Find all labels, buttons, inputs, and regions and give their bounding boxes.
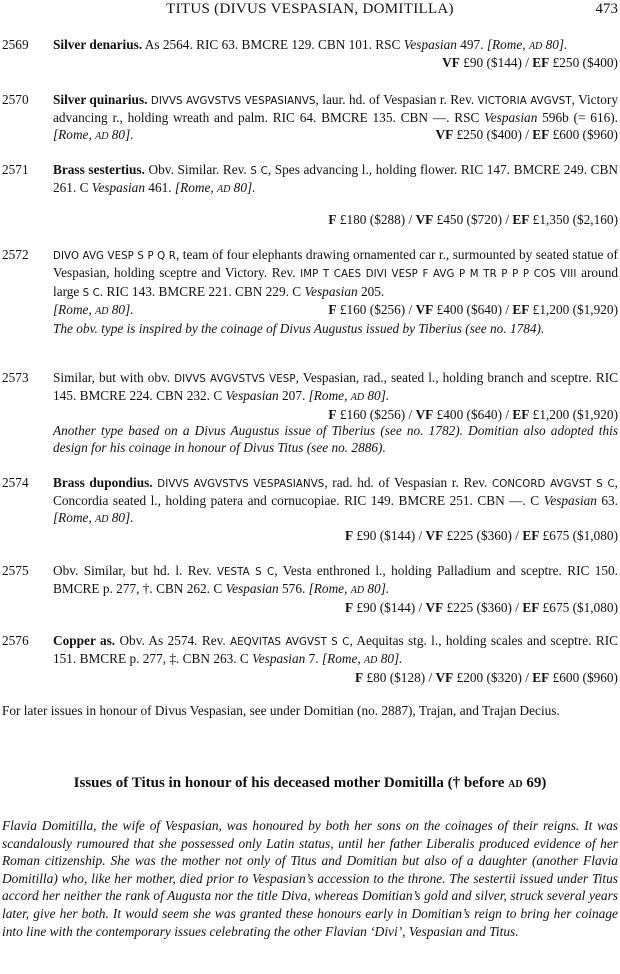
grade-vf: VF (415, 406, 434, 422)
grade-f: F (355, 669, 364, 685)
obverse-legend: DIVO AVG VESP S P Q R (53, 251, 176, 262)
price-vf: £225 ($360) / (443, 528, 523, 544)
entry-text: , team of four elephants drawing ornamented car r., surmounted by seated statue of Vespasian, holding sceptre and Victory. Rev. (53, 247, 618, 281)
price-line (53, 600, 618, 616)
price-f: £80 ($128) / (363, 669, 436, 685)
section-heading-start: Issues of Titus in honour of his deceased mother Domitilla († before (73, 775, 509, 791)
grade-f: F (328, 406, 337, 422)
catalogue-entry-2574 (0, 475, 618, 545)
entry-body (53, 370, 618, 456)
price-ef: £250 ($400) (549, 55, 618, 71)
era-abbrev: AD (364, 655, 378, 667)
section-introduction: Flavia Domitilla, the wife of Vespasian, was honoured by both her sons on the coinages of their reigns. It was scandalously rumoured that she possessed only Latin status, until her father Liberalis produced evidence of her Roman citizenship. She was the mother not only of Titus and Domitian but also of a daughter (another Flavia Domitilla) who, like her mother, died prior to Vespasian’s accession to the throne. The sestertii issued under Titus accord her neither the rank of Augusta nor the title Diva, whereas Domitian’s gold and silver, struck several years later, give her both. It would seem she was granted these honours early in Domitian’s reign to bring her coinage into line with the contemporary issues celebrating the other Flavian ‘Divi’, Vespasian and Titus. (2, 818, 618, 939)
catalogue-entry-2571 (0, 162, 618, 228)
entry-text: around large (53, 265, 618, 299)
era-abbrev: AD (95, 513, 109, 525)
mint-date: [Rome, (308, 388, 351, 404)
mint-date: [Rome, (486, 37, 529, 52)
entry-note: Another type based on a Divus Augustus issue of Tiberius (see no. 1782). Domitian also adopted this design for his coinage in honour of Divus Titus (see no. 2886). (53, 423, 618, 455)
grade-vf: VF (425, 599, 444, 615)
catalogue-entry-2576 (0, 633, 618, 686)
reference-number: 207. (278, 388, 309, 404)
reverse-legend: S C (250, 166, 268, 177)
entry-text: As 2564. RIC 63. BMCRE 129. CBN 101. RSC (144, 37, 404, 52)
entry-body (53, 563, 618, 616)
reverse-legend: CONCORD AVGVST S C (491, 479, 615, 490)
mint-date: [Rome, (53, 126, 96, 142)
entry-body (53, 162, 618, 228)
grade-vf: VF (415, 211, 434, 227)
price-line (53, 212, 618, 228)
reverse-legend: AEQVITAS AVGVST S C (230, 637, 350, 648)
section-heading-end: 69) (522, 775, 547, 791)
price-ef: £675 ($1,080) (539, 599, 618, 615)
price-vf: £250 ($400) / (453, 126, 533, 142)
page-number: 473 (595, 1, 618, 17)
entry-text: , Vespasian, rad., seated l., holding branch and sceptre. RIC 145. BMCRE 224. CBN 232. C (53, 370, 619, 404)
entry-number: 2574 (2, 475, 29, 490)
price-vf: £90 ($144) / (459, 55, 533, 71)
mint-date-end: 80]. (108, 302, 134, 318)
price-line (436, 127, 618, 143)
reference-work: Vespasian (543, 493, 597, 509)
era-abbrev: AD (95, 130, 109, 142)
obverse-legend: DIVVS AVGVSTVS VESPASIANVS (157, 479, 325, 490)
field-legend: S C (82, 287, 100, 299)
reference-number: 461. (144, 180, 175, 196)
price-f: £180 ($288) / (336, 211, 416, 227)
catalogue-entry-2570 (0, 92, 618, 145)
mint-date-end: 80]. (230, 180, 256, 196)
later-issues-note: For later issues in honour of Divus Vespasian, see under Domitian (no. 2887), Trajan, and Trajan Decius. (2, 703, 560, 718)
reference-number: 7. (305, 651, 322, 667)
reference-number: 205. (357, 283, 385, 299)
grade-ef: EF (522, 599, 540, 615)
entry-body (53, 37, 618, 72)
entry-text: , laur. hd. of Vespasian r. Rev. (315, 92, 478, 107)
entry-text: , Aequitas stg. l., holding scales and sceptre. RIC 151. BMCRE p. 277, ‡. CBN 263. C (53, 633, 618, 667)
reverse-legend: VICTORIA AVGVST (477, 96, 572, 107)
mint-date-end: 80]. (364, 388, 390, 404)
reference-number: 63. (596, 493, 618, 509)
price-ef: £600 ($960) (549, 126, 618, 142)
grade-ef: EF (512, 302, 530, 318)
price-line (53, 55, 618, 71)
reference-number: 576. (278, 581, 309, 597)
grade-vf: VF (435, 669, 454, 685)
mint-date-end: 80]. (108, 126, 134, 142)
grade-f: F (328, 302, 337, 318)
entry-note: The obv. type is inspired by the coinage of Divus Augustus issued by Tiberius (see no. 1784). (53, 320, 545, 336)
reference-work: Vespasian (225, 388, 279, 404)
price-ef: £600 ($960) (549, 669, 618, 685)
reference-work: Vespasian (225, 581, 279, 597)
grade-ef: EF (532, 126, 550, 142)
grade-vf: VF (415, 302, 434, 318)
price-vf: £200 ($320) / (453, 669, 533, 685)
coin-type-label: Copper as. (53, 633, 116, 648)
reference-number: 497. (456, 37, 487, 52)
mint-date-end: 80]. (108, 509, 134, 525)
price-f: £90 ($144) / (353, 599, 426, 615)
mint-date-end: 80]. (542, 37, 568, 52)
obverse-legend: DIVVS AVGVSTVS VESP (174, 374, 296, 385)
entry-body (53, 633, 618, 686)
entry-number: 2575 (2, 563, 29, 578)
price-vf: £400 ($640) / (433, 406, 513, 422)
grade-ef: EF (522, 528, 540, 544)
price-vf: £400 ($640) / (433, 302, 513, 318)
mint-date: [Rome, (53, 509, 96, 525)
entry-number: 2569 (2, 37, 29, 52)
mint-date-end: 80]. (377, 651, 403, 667)
entry-text: . RIC 143. BMCRE 221. CBN 229. C (99, 283, 305, 299)
grade-vf: VF (442, 55, 460, 71)
header-title: TITUS (DIVUS VESPASIAN, DOMITILLA) (166, 1, 454, 17)
entry-text: Obv. Similar. Rev. (144, 162, 251, 177)
reference-number: 596b (= 616). (537, 110, 618, 126)
price-line (53, 670, 618, 686)
entry-text: , Vesta enthroned l., holding Palladium and sceptre. RIC 150. BMCRE p. 277, †. CBN 262. C (53, 563, 618, 597)
price-vf: £450 ($720) / (433, 211, 513, 227)
reference-work: Vespasian (484, 110, 538, 126)
entry-number: 2571 (2, 162, 29, 177)
price-ef: £675 ($1,080) (539, 528, 618, 544)
entry-number: 2572 (2, 247, 29, 262)
coin-type-label: Silver denarius. (53, 37, 143, 52)
entry-text: , Spes advancing l., holding flower. RIC 147. BMCRE 249. CBN 261. C (53, 162, 619, 196)
catalogue-entry-2573 (0, 370, 618, 456)
grade-f: F (328, 211, 337, 227)
reference-work: Vespasian (252, 651, 306, 667)
entry-body (53, 92, 618, 145)
entry-body (53, 475, 618, 545)
coin-type-label: Silver quinarius. (53, 92, 148, 107)
mint-date: [Rome, (308, 581, 351, 597)
grade-ef: EF (532, 669, 550, 685)
entry-body (53, 247, 618, 337)
price-f: £160 ($256) / (336, 406, 416, 422)
catalogue-entry-2569 (0, 37, 618, 72)
reference-work: Vespasian (304, 283, 358, 299)
era-abbrev: AD (217, 184, 231, 196)
running-header (0, 0, 620, 20)
entry-text: Obv. As 2574. Rev. (115, 633, 231, 648)
entry-number: 2573 (2, 370, 29, 385)
price-ef: £1,200 ($1,920) (529, 302, 618, 318)
grade-ef: EF (532, 55, 550, 71)
entry-number: 2576 (2, 633, 29, 648)
reverse-legend: VESTA S C (216, 567, 275, 578)
price-ef: £1,350 ($2,160) (529, 211, 618, 227)
mint-date: [Rome, (174, 180, 218, 196)
entry-text: , Concordia seated l., holding patera and cornucopiae. RIC 149. BMCRE 251. CBN —. C (53, 475, 618, 509)
price-f: £160 ($256) / (336, 302, 416, 318)
catalogue-entry-2572 (0, 247, 618, 337)
reference-work: Vespasian (91, 180, 145, 196)
section-heading-era: AD (508, 779, 523, 790)
price-line (328, 302, 618, 318)
price-f: £90 ($144) / (353, 528, 426, 544)
era-abbrev: AD (528, 41, 543, 52)
catalogue-entry-2575 (0, 563, 618, 616)
price-vf: £225 ($360) / (443, 599, 523, 615)
era-abbrev: AD (350, 392, 365, 404)
grade-f: F (345, 528, 354, 544)
reverse-legend: IMP T CAES DIVI VESP F AVG P M TR P P P COS VIII (300, 269, 577, 281)
entry-text: Similar, but with obv. (53, 370, 175, 385)
grade-ef: EF (512, 211, 530, 227)
era-abbrev: AD (350, 585, 365, 597)
grade-vf: VF (435, 126, 454, 142)
mint-date-end: 80]. (364, 581, 390, 597)
section-heading (0, 775, 620, 793)
entry-number: 2570 (2, 92, 29, 107)
price-line (53, 528, 618, 544)
mint-date: [Rome, (53, 302, 96, 318)
grade-ef: EF (512, 406, 530, 422)
coin-type-label: Brass dupondius. (53, 475, 153, 490)
era-abbrev: AD (95, 306, 109, 318)
price-ef: £1,200 ($1,920) (529, 406, 618, 422)
obverse-legend: DIVVS AVGVSTVS VESPASIANVS (150, 96, 316, 107)
reference-work: Vespasian (403, 37, 457, 52)
grade-vf: VF (425, 528, 444, 544)
price-line (53, 407, 618, 423)
coin-type-label: Brass sestertius. (53, 162, 145, 177)
entry-text: Obv. Similar, but hd. l. Rev. (53, 563, 217, 578)
grade-f: F (345, 599, 354, 615)
entry-text: , rad. hd. of Vespasian r. Rev. (324, 475, 492, 490)
entry-text: , Victory advancing r., holding wreath and palm. RIC 64. BMCRE 135. CBN —. RSC (53, 92, 618, 126)
mint-date: [Rome, (321, 651, 365, 667)
